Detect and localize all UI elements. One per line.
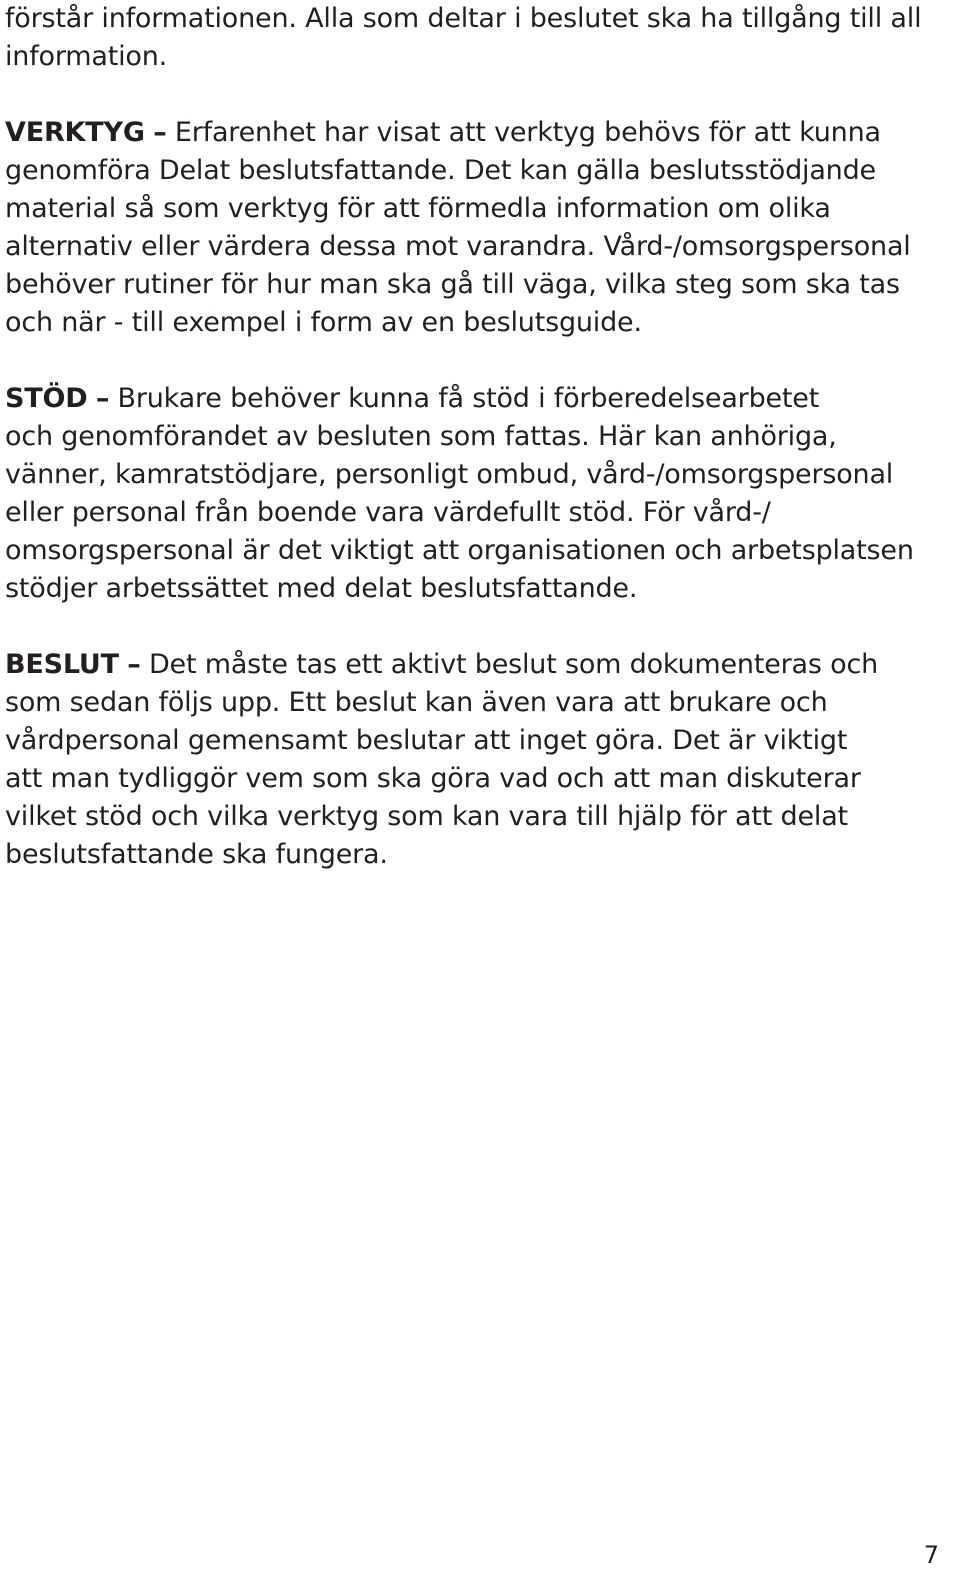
text-line: omsorgspersonal är det viktigt att organisationen och arbetsplatsen: [5, 535, 914, 566]
beslut-paragraph: [5, 646, 950, 874]
section-term-beslut: BESLUT: [5, 649, 119, 680]
term-dash: –: [95, 383, 110, 414]
text-line: alternativ eller värdera dessa mot varandra. Vård-/omsorgspersonal: [5, 231, 911, 262]
text-line: vänner, kamratstödjare, personligt ombud, vård-/omsorgspersonal: [5, 459, 894, 490]
text-line: beslutsfattande ska fungera.: [5, 839, 388, 870]
intro-paragraph: [5, 0, 950, 76]
term-dash: –: [153, 117, 167, 148]
text-line: vårdpersonal gemensamt beslutar att inget göra. Det är viktigt: [5, 725, 848, 756]
text-line: [5, 646, 950, 684]
verktyg-paragraph: [5, 114, 950, 342]
text-line: och genomförandet av besluten som fattas. Här kan anhöriga,: [5, 421, 837, 452]
text-line: vilket stöd och vilka verktyg som kan vara till hjälp för att delat: [5, 801, 848, 832]
text-line: att man tydliggör vem som ska göra vad och att man diskuterar: [5, 763, 861, 794]
text-run: Det måste tas ett aktivt beslut som dokumenteras och: [140, 649, 879, 680]
text-line: [5, 114, 950, 152]
stod-paragraph: [5, 380, 950, 608]
document-body: [5, 0, 950, 912]
text-line: eller personal från boende vara värdefullt stöd. För vård-/: [5, 497, 771, 528]
text-run: Brukare behöver kunna få stöd i förberedelsearbetet: [109, 383, 820, 414]
text-line: och när - till exempel i form av en beslutsguide.: [5, 307, 642, 338]
text-line: material så som verktyg för att förmedla information om olika: [5, 193, 831, 224]
section-term-verktyg: VERKTYG: [5, 117, 145, 148]
page-number: 7: [923, 1541, 939, 1569]
term-dash: –: [127, 649, 141, 680]
text-line: stödjer arbetssättet med delat beslutsfattande.: [5, 573, 638, 604]
text-run: Erfarenhet har visat att verktyg behövs för att kunna: [166, 117, 881, 148]
text-line: [5, 380, 950, 418]
text-line: som sedan följs upp. Ett beslut kan även vara att brukare och: [5, 687, 828, 718]
section-term-stod: STÖD: [5, 383, 88, 414]
text-line: förstår informationen. Alla som deltar i beslutet ska ha tillgång till all: [5, 3, 922, 34]
text-line: behöver rutiner för hur man ska gå till väga, vilka steg som ska tas: [5, 269, 900, 300]
text-line: genomföra Delat beslutsfattande. Det kan gälla beslutsstödjande: [5, 155, 876, 186]
text-line: information.: [5, 41, 168, 72]
